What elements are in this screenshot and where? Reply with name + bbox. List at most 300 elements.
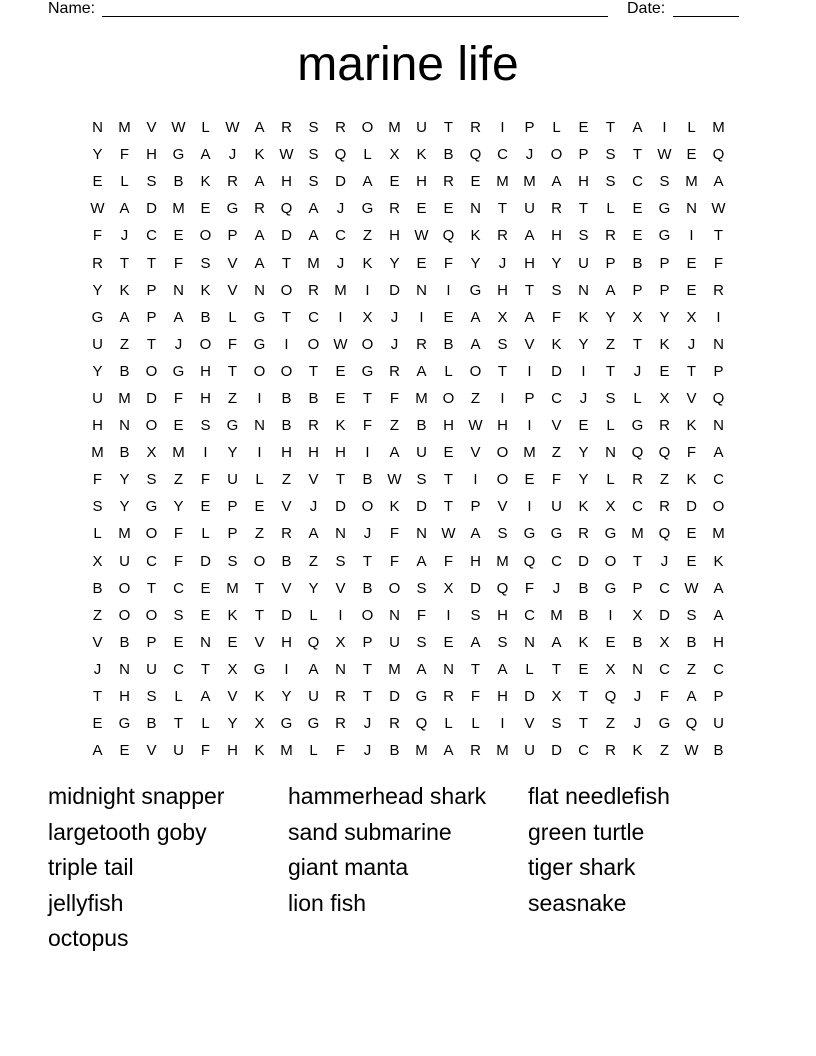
grid-letter: W	[711, 200, 726, 218]
grid-letter: H	[92, 417, 103, 435]
grid-letter: C	[524, 606, 535, 624]
grid-letter: I	[257, 389, 262, 407]
grid-letter: K	[551, 335, 562, 353]
grid-letter: E	[443, 308, 454, 326]
grid-letter: I	[365, 444, 370, 462]
grid-letter: Q	[523, 552, 536, 570]
grid-letter: T	[362, 660, 373, 678]
word-list-item: green turtle	[528, 818, 645, 845]
grid-letter: S	[605, 173, 616, 191]
grid-letter: M	[712, 119, 725, 137]
grid-letter: M	[496, 552, 509, 570]
grid-letter: B	[443, 335, 454, 353]
grid-letter: T	[686, 362, 697, 380]
grid-letter: I	[500, 389, 505, 407]
grid-letter: H	[524, 254, 535, 272]
grid-letter: O	[145, 606, 158, 624]
grid-letter: K	[578, 498, 589, 516]
grid-letter: K	[200, 281, 211, 299]
grid-letter: J	[390, 335, 399, 353]
grid-letter: A	[254, 254, 265, 272]
grid-letter: A	[713, 173, 724, 191]
grid-letter: M	[388, 660, 401, 678]
grid-letter: J	[687, 335, 696, 353]
grid-letter: T	[92, 688, 103, 706]
grid-letter: A	[119, 308, 130, 326]
grid-letter: E	[92, 173, 103, 191]
grid-letter: O	[253, 552, 266, 570]
grid-letter: B	[632, 633, 643, 651]
grid-letter: G	[361, 362, 374, 380]
grid-letter: Q	[469, 146, 482, 164]
grid-letter: J	[660, 552, 669, 570]
grid-letter: E	[659, 362, 670, 380]
grid-letter: L	[606, 471, 615, 489]
word-list-column-2	[288, 779, 528, 921]
grid-letter: B	[173, 173, 184, 191]
grid-letter: R	[335, 715, 346, 733]
grid-letter: C	[632, 173, 643, 191]
grid-letter: R	[443, 688, 454, 706]
grid-letter: E	[416, 200, 427, 218]
grid-letter: U	[92, 335, 103, 353]
grid-letter: V	[227, 281, 238, 299]
grid-letter: N	[200, 633, 211, 651]
grid-letter: M	[415, 389, 428, 407]
grid-letter: Q	[712, 389, 725, 407]
grid-letter: L	[228, 308, 237, 326]
grid-letter: J	[363, 525, 372, 543]
grid-letter: K	[713, 552, 724, 570]
grid-letter: A	[119, 200, 130, 218]
grid-letter: C	[146, 552, 157, 570]
grid-letter: K	[470, 227, 481, 245]
grid-letter: Q	[631, 444, 644, 462]
word-list-item: midnight snapper	[48, 783, 225, 809]
grid-letter: T	[254, 606, 265, 624]
grid-letter: M	[118, 119, 131, 137]
grid-letter: Z	[389, 417, 400, 435]
grid-letter: N	[335, 525, 346, 543]
grid-letter: S	[497, 633, 508, 651]
grid-letter: V	[92, 633, 103, 651]
grid-letter: U	[308, 688, 319, 706]
grid-letter: Q	[280, 200, 293, 218]
grid-letter: A	[443, 742, 454, 760]
grid-letter: U	[227, 471, 238, 489]
grid-letter: O	[145, 417, 158, 435]
grid-letter: P	[632, 579, 643, 597]
grid-letter: V	[146, 742, 157, 760]
grid-letter: C	[146, 227, 157, 245]
grid-letter: I	[419, 308, 424, 326]
grid-letter: Y	[578, 444, 589, 462]
grid-letter: D	[578, 552, 589, 570]
grid-letter: U	[524, 742, 535, 760]
grid-letter: L	[309, 606, 318, 624]
grid-letter: J	[633, 362, 642, 380]
grid-letter: E	[227, 633, 238, 651]
grid-letter: R	[497, 227, 508, 245]
grid-letter: W	[90, 200, 105, 218]
grid-letter: I	[446, 606, 451, 624]
header	[48, 0, 748, 20]
grid-letter: T	[632, 552, 643, 570]
grid-letter: D	[335, 498, 346, 516]
grid-letter: E	[578, 119, 589, 137]
grid-letter: Z	[362, 227, 373, 245]
grid-letter: J	[579, 389, 588, 407]
word-list-item: giant manta	[288, 854, 409, 880]
grid-letter: S	[551, 715, 562, 733]
grid-letter: M	[496, 173, 509, 191]
grid-letter: X	[659, 633, 670, 651]
grid-letter: T	[146, 254, 157, 272]
grid-letter: S	[92, 498, 103, 516]
grid-letter: B	[632, 254, 643, 272]
grid-letter: P	[146, 281, 157, 299]
grid-letter: O	[145, 362, 158, 380]
grid-letter: E	[173, 633, 184, 651]
grid-letter: J	[498, 254, 507, 272]
grid-letter: A	[551, 173, 562, 191]
grid-letter: W	[387, 471, 402, 489]
grid-letter: L	[363, 146, 372, 164]
grid-letter: L	[552, 119, 561, 137]
grid-letter: W	[171, 119, 186, 137]
grid-letter: X	[632, 308, 643, 326]
grid-letter: N	[524, 633, 535, 651]
grid-letter: T	[227, 362, 238, 380]
grid-letter: R	[335, 688, 346, 706]
grid-letter: P	[632, 281, 643, 299]
grid-letter: N	[92, 119, 103, 137]
grid-letter: A	[254, 173, 265, 191]
grid-letter: K	[227, 606, 238, 624]
word-list-item: sand submarine	[288, 818, 452, 845]
grid-letter: Z	[173, 471, 184, 489]
grid-letter: J	[363, 742, 372, 760]
grid-letter: D	[146, 200, 157, 218]
grid-letter: E	[686, 146, 697, 164]
grid-letter: R	[578, 525, 589, 543]
grid-letter: S	[200, 417, 211, 435]
grid-letter: Q	[442, 227, 455, 245]
grid-letter: D	[389, 281, 400, 299]
word-list-item: hammerhead shark	[288, 783, 487, 809]
grid-letter: H	[119, 688, 130, 706]
grid-letter: O	[496, 471, 509, 489]
grid-letter: T	[119, 254, 130, 272]
grid-letter: Y	[578, 335, 589, 353]
grid-letter: B	[119, 444, 130, 462]
grid-letter: Y	[578, 471, 589, 489]
grid-letter: Y	[92, 281, 103, 299]
grid-letter: G	[307, 715, 320, 733]
grid-letter: S	[497, 335, 508, 353]
grid-letter: G	[253, 660, 266, 678]
grid-letter: L	[120, 173, 129, 191]
grid-letter: T	[254, 579, 265, 597]
grid-letter: A	[200, 688, 211, 706]
grid-letter: F	[443, 552, 454, 570]
grid-letter: S	[605, 389, 616, 407]
grid-letter: E	[686, 281, 697, 299]
grid-letter: B	[281, 389, 292, 407]
grid-letter: S	[308, 173, 319, 191]
grid-letter: A	[713, 579, 724, 597]
grid-letter: F	[92, 471, 103, 489]
grid-letter: F	[551, 471, 562, 489]
grid-letter: R	[416, 335, 427, 353]
grid-letter: P	[470, 498, 481, 516]
grid-letter: H	[497, 606, 508, 624]
grid-letter: E	[443, 633, 454, 651]
grid-letter: W	[657, 146, 672, 164]
grid-letter: O	[307, 335, 320, 353]
grid-letter: A	[254, 119, 265, 137]
grid-letter: E	[578, 417, 589, 435]
grid-letter: J	[336, 200, 345, 218]
grid-letter: F	[173, 389, 184, 407]
grid-letter: D	[281, 227, 292, 245]
grid-letter: I	[500, 715, 505, 733]
grid-letter: U	[416, 444, 427, 462]
grid-letter: I	[203, 444, 208, 462]
word-list-item: seasnake	[528, 889, 627, 916]
grid-letter: M	[496, 742, 509, 760]
grid-letter: M	[415, 742, 428, 760]
grid-letter: R	[389, 362, 400, 380]
grid-letter: T	[146, 579, 157, 597]
grid-letter: S	[416, 633, 427, 651]
grid-letter: T	[173, 715, 184, 733]
grid-letter: X	[605, 660, 616, 678]
grid-letter: E	[443, 444, 454, 462]
grid-letter: A	[416, 552, 427, 570]
grid-letter: T	[200, 660, 211, 678]
grid-letter: G	[91, 308, 104, 326]
grid-letter: C	[578, 742, 589, 760]
grid-letter: E	[173, 227, 184, 245]
grid-letter: Y	[389, 254, 400, 272]
grid-letter: E	[254, 498, 265, 516]
grid-letter: I	[527, 498, 532, 516]
grid-letter: E	[200, 200, 211, 218]
grid-letter: C	[308, 308, 319, 326]
grid-letter: M	[172, 200, 185, 218]
grid-letter: L	[687, 119, 696, 137]
grid-letter: Y	[659, 308, 670, 326]
grid-letter: Z	[308, 552, 319, 570]
grid-letter: S	[659, 173, 670, 191]
grid-letter: R	[470, 119, 481, 137]
grid-letter: U	[578, 254, 589, 272]
grid-letter: A	[362, 173, 373, 191]
grid-letter: L	[201, 525, 210, 543]
word-list-item: largetooth goby	[48, 818, 207, 845]
grid-letter: L	[633, 389, 642, 407]
word-list-item: octopus	[48, 925, 129, 951]
grid-letter: C	[713, 660, 724, 678]
grid-letter: G	[172, 146, 185, 164]
grid-letter: F	[551, 308, 562, 326]
grid-letter: W	[684, 742, 699, 760]
grid-letter: L	[201, 119, 210, 137]
grid-letter: P	[713, 362, 724, 380]
grid-letter: X	[254, 715, 265, 733]
grid-letter: E	[470, 173, 481, 191]
grid-letter: X	[632, 606, 643, 624]
grid-letter: S	[551, 281, 562, 299]
grid-letter: T	[470, 660, 481, 678]
grid-letter: R	[659, 498, 670, 516]
grid-letter: Z	[605, 335, 616, 353]
grid-letter: T	[443, 119, 454, 137]
grid-letter: K	[389, 498, 400, 516]
grid-letter: Q	[415, 715, 428, 733]
grid-letter: A	[713, 606, 724, 624]
grid-letter: D	[335, 173, 346, 191]
grid-letter: X	[362, 308, 373, 326]
grid-letter: M	[307, 254, 320, 272]
grid-letter: K	[200, 173, 211, 191]
grid-letter: I	[500, 119, 505, 137]
grid-letter: U	[92, 389, 103, 407]
grid-letter: E	[119, 742, 130, 760]
grid-letter: F	[686, 444, 697, 462]
grid-letter: Q	[604, 688, 617, 706]
grid-letter: J	[633, 715, 642, 733]
grid-letter: R	[551, 200, 562, 218]
word-list-column-1	[48, 779, 288, 957]
grid-letter: T	[578, 200, 589, 218]
grid-letter: H	[497, 688, 508, 706]
grid-letter: B	[578, 606, 589, 624]
grid-letter: A	[416, 362, 427, 380]
grid-letter: H	[551, 227, 562, 245]
grid-letter: O	[253, 362, 266, 380]
grid-letter: W	[279, 146, 294, 164]
grid-letter: E	[200, 606, 211, 624]
grid-letter: R	[443, 173, 454, 191]
grid-letter: G	[658, 200, 671, 218]
grid-letter: A	[470, 633, 481, 651]
grid-letter: I	[527, 417, 532, 435]
grid-letter: L	[444, 715, 453, 733]
grid-letter: N	[713, 335, 724, 353]
grid-letter: R	[605, 227, 616, 245]
grid-letter: F	[443, 254, 454, 272]
grid-letter: A	[308, 525, 319, 543]
grid-letter: T	[362, 688, 373, 706]
grid-letter: S	[146, 471, 157, 489]
grid-letter: E	[524, 471, 535, 489]
grid-letter: D	[281, 606, 292, 624]
grid-letter: O	[442, 389, 455, 407]
grid-letter: D	[686, 498, 697, 516]
grid-letter: N	[713, 417, 724, 435]
grid-letter: J	[363, 715, 372, 733]
grid-letter: M	[118, 525, 131, 543]
grid-letter: Q	[712, 146, 725, 164]
grid-letter: S	[146, 173, 157, 191]
grid-letter: N	[632, 660, 643, 678]
grid-letter: B	[119, 633, 130, 651]
grid-letter: T	[524, 281, 535, 299]
grid-letter: E	[686, 552, 697, 570]
grid-letter: F	[659, 688, 670, 706]
grid-letter: Q	[685, 715, 698, 733]
grid-letter: L	[174, 688, 183, 706]
grid-letter: A	[470, 525, 481, 543]
grid-letter: G	[145, 498, 158, 516]
grid-letter: H	[146, 146, 157, 164]
grid-letter: Z	[551, 444, 562, 462]
grid-letter: R	[308, 281, 319, 299]
grid-letter: R	[335, 119, 346, 137]
grid-letter: S	[308, 119, 319, 137]
grid-letter: T	[146, 335, 157, 353]
grid-letter: H	[281, 633, 292, 651]
grid-letter: E	[605, 633, 616, 651]
grid-letter: A	[605, 281, 616, 299]
grid-letter: R	[227, 173, 238, 191]
grid-letter: T	[551, 660, 562, 678]
word-list	[48, 779, 768, 959]
grid-letter: N	[686, 200, 697, 218]
grid-letter: T	[578, 715, 589, 733]
grid-letter: C	[551, 389, 562, 407]
date-line	[673, 16, 739, 17]
grid-letter: O	[361, 606, 374, 624]
grid-letter: S	[416, 579, 427, 597]
grid-letter: X	[146, 444, 157, 462]
grid-letter: I	[716, 308, 721, 326]
grid-letter: X	[335, 633, 346, 651]
grid-letter: B	[686, 633, 697, 651]
grid-letter: V	[254, 633, 265, 651]
grid-letter: C	[173, 579, 184, 597]
grid-letter: I	[257, 444, 262, 462]
grid-letter: I	[662, 119, 667, 137]
grid-letter: K	[335, 417, 346, 435]
grid-letter: A	[254, 227, 265, 245]
grid-letter: U	[416, 119, 427, 137]
grid-letter: P	[659, 254, 670, 272]
grid-letter: F	[173, 254, 184, 272]
grid-letter: V	[497, 498, 508, 516]
grid-letter: F	[200, 471, 211, 489]
grid-letter: G	[604, 579, 617, 597]
name-line	[102, 16, 608, 17]
grid-letter: L	[93, 525, 102, 543]
grid-letter: G	[253, 335, 266, 353]
grid-letter: A	[416, 660, 427, 678]
grid-letter: E	[686, 254, 697, 272]
grid-letter: Q	[658, 525, 671, 543]
grid-letter: E	[632, 200, 643, 218]
grid-letter: P	[227, 227, 238, 245]
grid-letter: K	[254, 688, 265, 706]
grid-letter: Z	[119, 335, 130, 353]
grid-letter: O	[712, 498, 725, 516]
grid-letter: O	[280, 362, 293, 380]
grid-letter: A	[524, 227, 535, 245]
grid-letter: D	[470, 579, 481, 597]
grid-letter: T	[281, 254, 292, 272]
grid-letter: F	[389, 389, 400, 407]
